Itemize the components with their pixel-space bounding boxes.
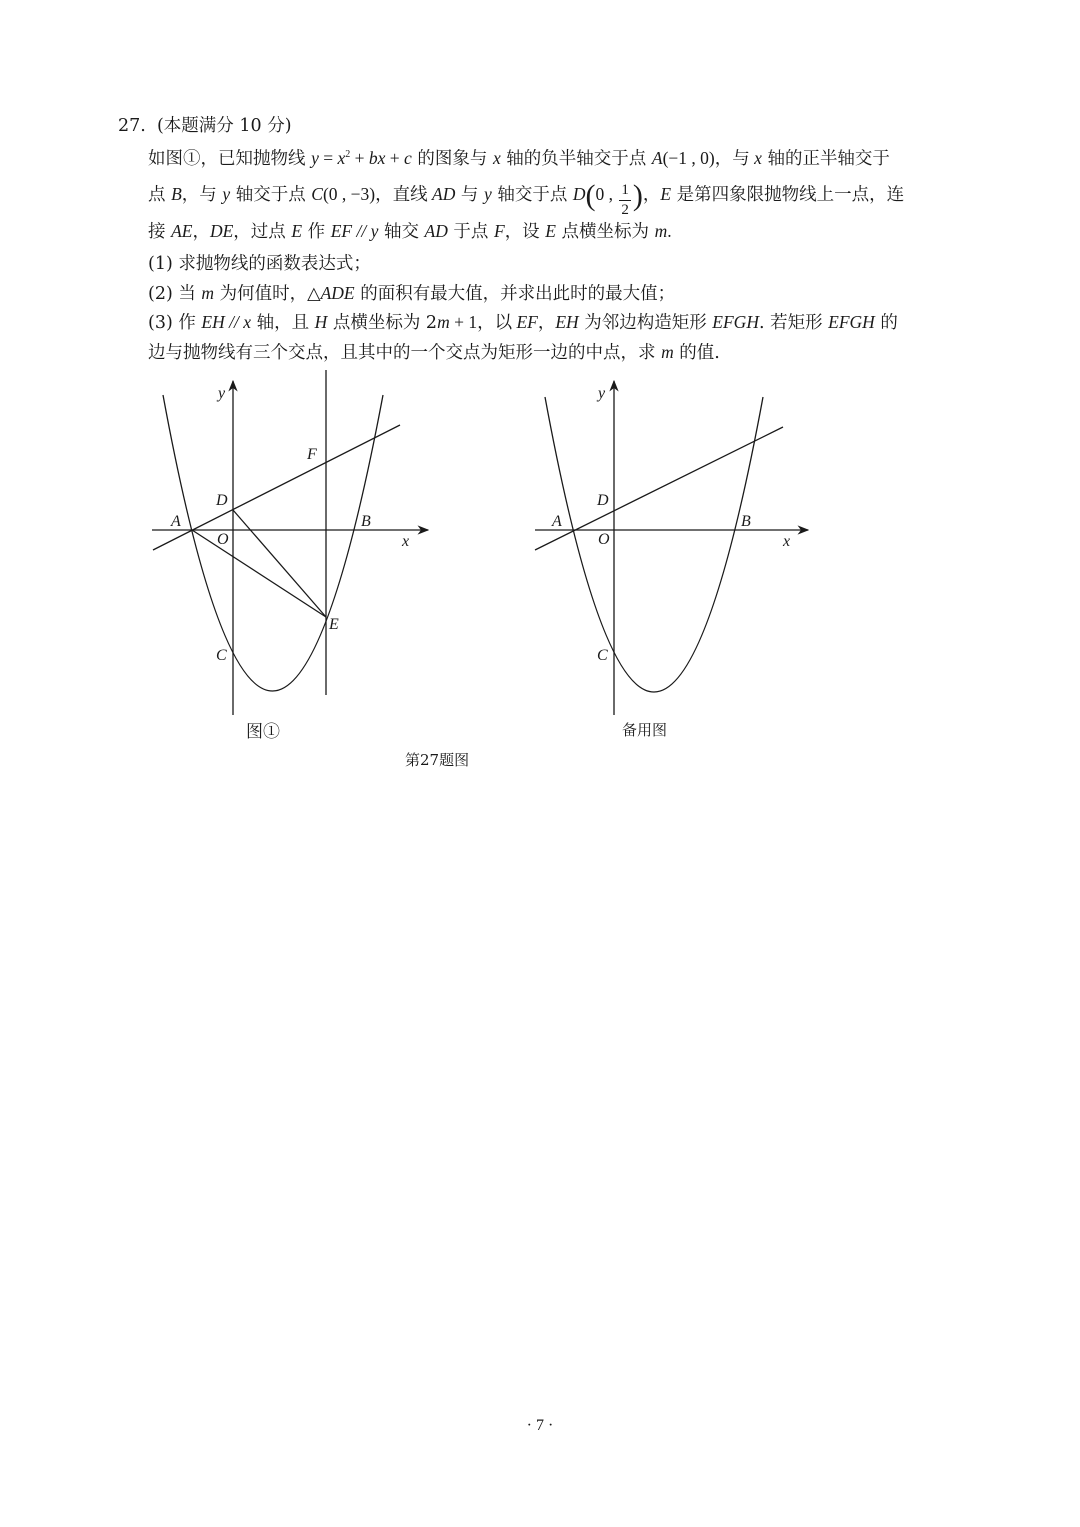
label-A: A <box>171 513 181 530</box>
segment-AE <box>192 530 326 617</box>
label-D: D <box>216 492 228 509</box>
parabola <box>545 397 763 692</box>
t: E <box>545 221 556 241</box>
t: x <box>337 148 346 168</box>
t: y <box>222 184 231 204</box>
t: EH <box>555 312 579 332</box>
figure-2 <box>535 381 808 715</box>
label-y: y <box>598 385 606 402</box>
t: (3) 作 <box>148 313 202 333</box>
t: bx <box>368 148 386 168</box>
t: // <box>352 221 371 241</box>
label-D: D <box>597 492 609 509</box>
t: y <box>370 221 379 241</box>
t: x <box>243 312 252 332</box>
t: 的值. <box>673 343 720 363</box>
t: 轴，且 <box>251 313 315 333</box>
t: 如图①，已知抛物线 <box>148 149 312 169</box>
t: 轴交 <box>378 222 425 242</box>
problem-number-text: 27. <box>118 116 146 136</box>
t: H <box>314 312 328 332</box>
t: 为邻边构造矩形 <box>578 313 713 333</box>
t: AD <box>432 184 456 204</box>
t: (0 , −3)，直线 <box>322 184 432 204</box>
t: m <box>654 221 668 241</box>
t: 的图象与 <box>411 149 493 169</box>
label-B: B <box>741 513 751 530</box>
figure-1-caption: 图① <box>246 722 280 742</box>
t: c <box>404 148 412 168</box>
denominator: 2 <box>621 202 629 218</box>
t: ，与 <box>181 185 223 205</box>
t: 轴的负半轴交于点 <box>500 149 652 169</box>
t: 2 <box>345 149 351 160</box>
t: . 若矩形 <box>758 313 829 333</box>
t: B <box>171 184 182 204</box>
part-1: (1) 求抛物线的函数表达式； <box>148 254 371 274</box>
t: DE <box>209 221 234 241</box>
paren-close: ) <box>632 179 643 212</box>
t: 轴交于点 <box>230 185 312 205</box>
t: // <box>224 312 244 332</box>
t: 是第四象限抛物线上一点，连 <box>671 185 905 205</box>
t: 轴的正半轴交于 <box>761 149 890 169</box>
t: + 1，以 <box>449 312 517 332</box>
t: ， <box>537 313 556 333</box>
t: ，设 <box>504 222 546 242</box>
t: 的 <box>874 313 898 333</box>
t: 作 <box>302 222 331 242</box>
t: y <box>483 184 492 204</box>
t: EH <box>201 312 225 332</box>
label-C: C <box>216 647 227 664</box>
line-AD <box>153 425 400 550</box>
t: ， <box>192 222 210 242</box>
t: EF <box>516 312 538 332</box>
t: ADE <box>320 283 355 303</box>
figure-2-caption: 备用图 <box>622 721 668 739</box>
paren-open: ( <box>585 179 596 212</box>
t: 点横坐标为 <box>555 222 655 242</box>
t: 0 , <box>595 184 618 204</box>
t: EF <box>330 221 353 241</box>
parabola <box>163 395 383 691</box>
label-B: B <box>361 513 371 530</box>
t: EFGH <box>828 312 875 332</box>
t: m <box>661 342 674 362</box>
line-AD <box>535 427 783 550</box>
t: 点横坐标为 2 <box>327 313 438 333</box>
t: D <box>572 184 586 204</box>
label-x: x <box>402 533 410 550</box>
label-O: O <box>217 531 229 548</box>
label-O: O <box>598 531 610 548</box>
t: 的面积有最大值，并求出此时的最大值； <box>354 284 676 304</box>
t: + <box>385 148 405 168</box>
t: E <box>660 184 672 204</box>
t: 于点 <box>447 222 494 242</box>
t: 点 <box>148 185 172 205</box>
t: . <box>667 221 672 241</box>
t: 与 <box>455 185 484 205</box>
t: A <box>651 148 663 168</box>
score-note: (本题满分 10 分) <box>156 116 292 136</box>
numerator: 1 <box>619 183 631 201</box>
t: E <box>291 221 303 241</box>
t: 接 <box>148 222 172 242</box>
t: EFGH <box>712 312 759 332</box>
t: ，过点 <box>233 222 292 242</box>
t: C <box>311 184 323 204</box>
t: 为何值时，△ <box>214 284 321 304</box>
label-x: x <box>783 533 791 550</box>
t: = <box>318 148 338 168</box>
t: F <box>493 221 505 241</box>
t: AD <box>424 221 448 241</box>
label-E: E <box>329 616 339 633</box>
figure-title: 第27题图 <box>405 751 470 769</box>
t: (−1 , 0)，与 <box>662 148 755 168</box>
t: (2) 当 <box>148 284 202 304</box>
t: AE <box>171 221 193 241</box>
t: 轴交于点 <box>491 185 573 205</box>
page-number: · 7 · <box>526 1417 554 1434</box>
segment-DE <box>233 510 326 617</box>
t: x <box>492 148 501 168</box>
t: ， <box>642 185 661 205</box>
label-A: A <box>552 513 562 530</box>
t: m <box>201 283 215 303</box>
t: 边与抛物线有三个交点，且其中的一个交点为矩形一边的中点，求 <box>148 343 662 363</box>
label-F: F <box>307 446 317 463</box>
t: + <box>350 148 369 168</box>
label-y: y <box>218 385 226 402</box>
t: m <box>437 312 450 332</box>
t: y <box>311 148 319 168</box>
label-C: C <box>597 647 608 664</box>
t: x <box>754 148 762 168</box>
